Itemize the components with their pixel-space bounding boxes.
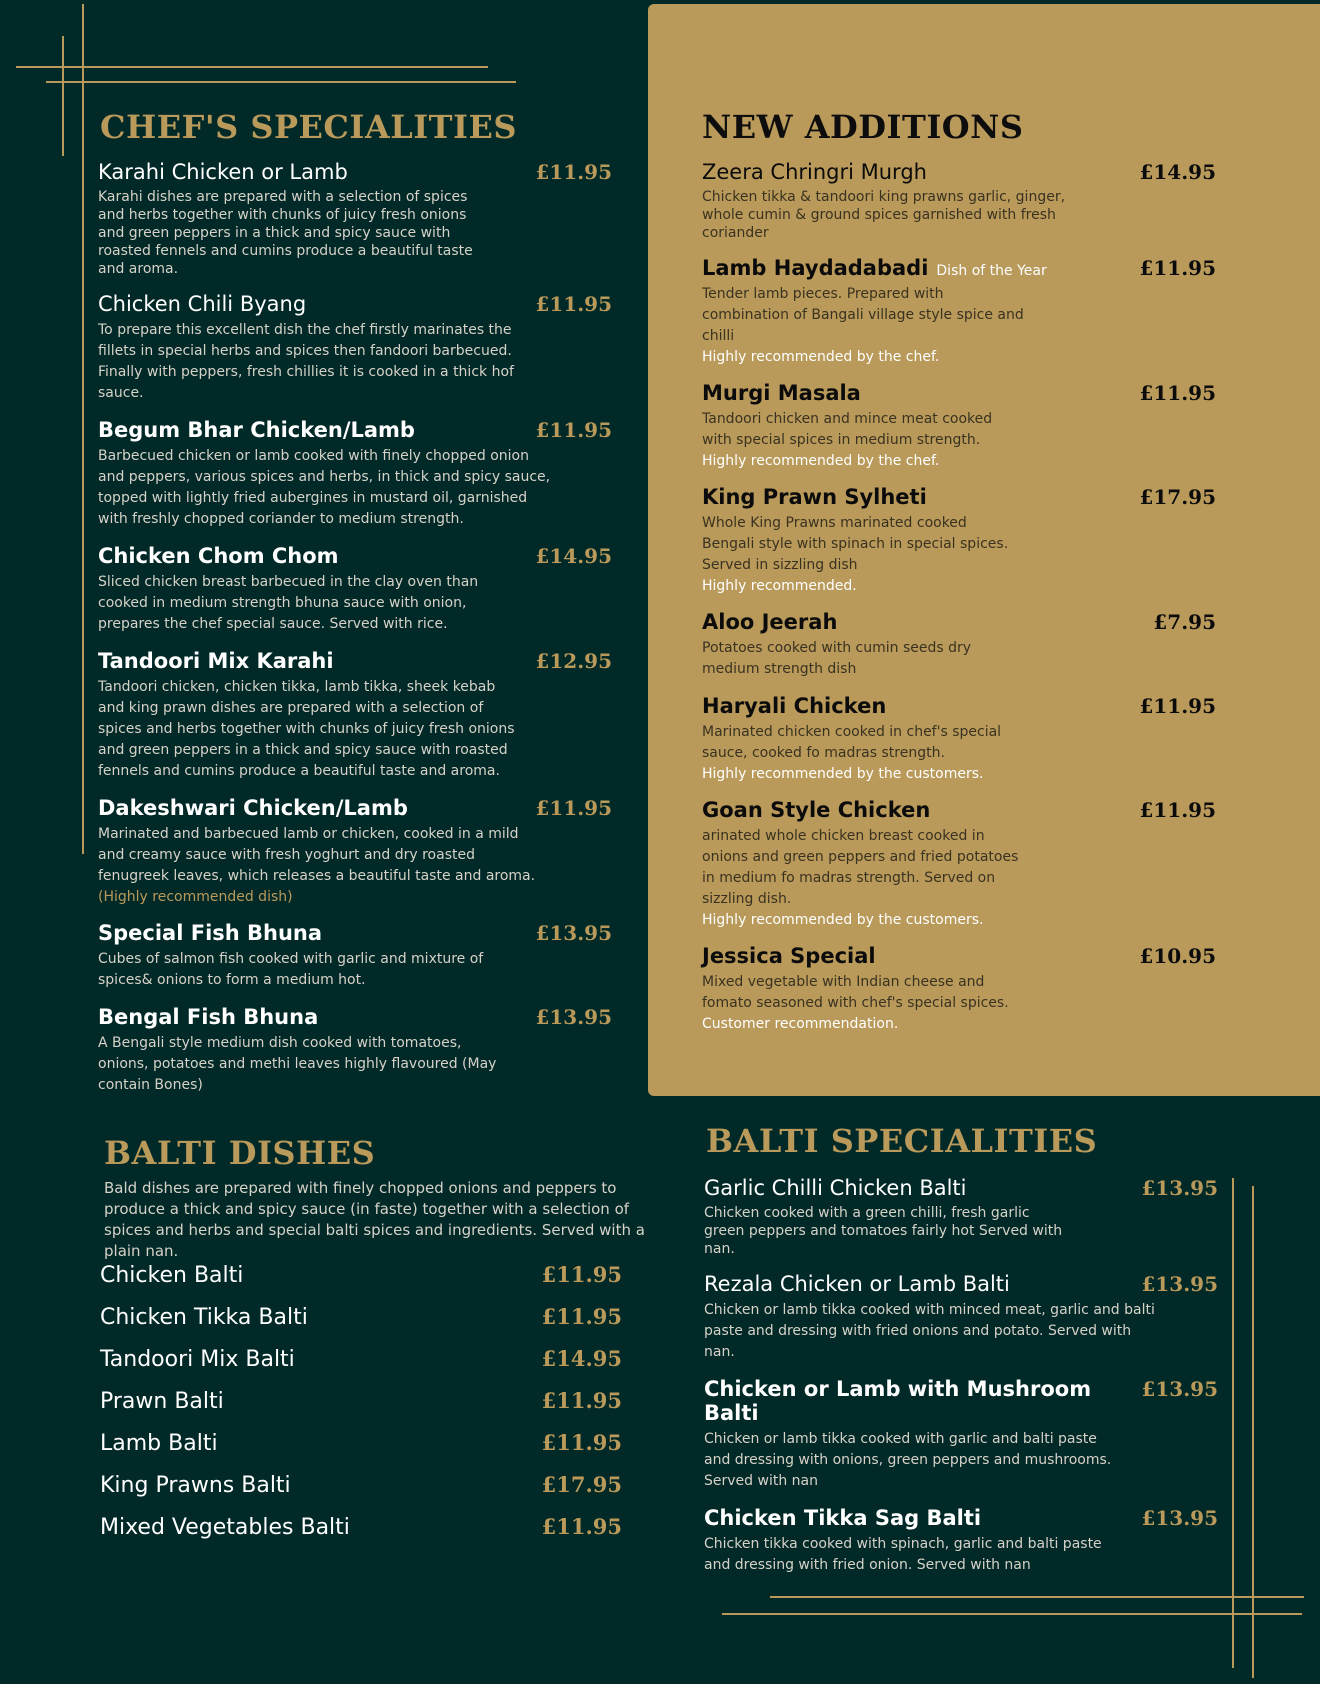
- chefs-specialities-list: [98, 160, 612, 1110]
- list-item: [98, 649, 612, 782]
- item-price: £7.95: [1153, 610, 1216, 634]
- recommendation-note: Customer recommendation.: [702, 1016, 899, 1032]
- item-description: To prepare this excellent dish the chef firstly marinates the fillets in special herbs and spices then fandoori barbecued. Finally with peppers, fresh chillies it is cooked in a thick hof sauce.: [98, 322, 514, 401]
- frame-line: [1232, 1178, 1234, 1668]
- list-item: [98, 160, 612, 278]
- dish-of-year-badge: Dish of the Year: [936, 263, 1047, 279]
- item-price: £17.95: [1139, 485, 1216, 509]
- list-item: [704, 1176, 1218, 1258]
- frame-line: [1252, 1186, 1254, 1678]
- frame-line: [722, 1613, 1302, 1615]
- list-item: [98, 1005, 612, 1096]
- recommendation-note: Highly recommended by the customers.: [702, 766, 984, 782]
- item-description: Tender lamb pieces. Prepared with combination of Bangali village style spice and chilli: [702, 286, 1024, 344]
- item-description: Whole King Prawns marinated cooked Bengali style with spinach in special spices. Served in sizzling dish: [702, 515, 1009, 573]
- item-description: Mixed vegetable with Indian cheese and fomato seasoned with chef's special spices.: [702, 974, 1009, 1011]
- item-name: Prawn Balti: [100, 1389, 224, 1414]
- item-price: £11.95: [535, 418, 612, 442]
- new-additions-title: NEW ADDITIONS: [702, 108, 1024, 146]
- item-name: Zeera Chringri Murgh: [702, 160, 927, 184]
- list-item: [702, 944, 1216, 1034]
- recommendation-note: Highly recommended.: [702, 578, 857, 594]
- item-name: Chicken Balti: [100, 1263, 244, 1288]
- list-item: [100, 1472, 622, 1514]
- list-item: [702, 160, 1216, 242]
- item-name: Jessica Special: [702, 944, 876, 968]
- item-name: Chicken Chili Byang: [98, 292, 307, 316]
- balti-dishes-title: BALTI DISHES: [104, 1134, 376, 1172]
- item-description: Tandoori chicken, chicken tikka, lamb tikka, sheek kebab and king prawn dishes are prepared with a selection of spices and herbs together with chunks of juicy fresh onions and green peppers in a thick and spicy sauce with roasted fennels and cumins produce a beautiful taste and aroma.: [98, 679, 515, 779]
- item-name: [702, 256, 1047, 280]
- item-name: Tandoori Mix Karahi: [98, 649, 334, 673]
- item-price: £11.95: [541, 1514, 622, 1539]
- item-name: Karahi Chicken or Lamb: [98, 160, 348, 184]
- item-price: £13.95: [1141, 1377, 1218, 1401]
- chefs-specialities-title: CHEF'S SPECIALITIES: [100, 108, 517, 146]
- list-item: [98, 796, 612, 907]
- balti-specialities-list: [704, 1176, 1218, 1590]
- balti-specialities-title: BALTI SPECIALITIES: [706, 1122, 1098, 1160]
- list-item: [704, 1377, 1218, 1492]
- list-item: [702, 485, 1216, 596]
- list-item: [100, 1304, 622, 1346]
- item-description: Sliced chicken breast barbecued in the clay oven than cooked in medium strength bhuna sauce with onion, prepares the chef special sauce. Served with rice.: [98, 574, 479, 632]
- item-name: Chicken Tikka Balti: [100, 1305, 308, 1330]
- item-name: Murgi Masala: [702, 381, 861, 405]
- list-item: [98, 292, 612, 404]
- item-name: Aloo Jeerah: [702, 610, 838, 634]
- item-price: £13.95: [1141, 1506, 1218, 1530]
- frame-line: [46, 81, 516, 83]
- frame-line: [82, 4, 84, 854]
- item-price: £11.95: [541, 1430, 622, 1455]
- item-price: £11.95: [541, 1388, 622, 1413]
- item-name: Bengal Fish Bhuna: [98, 1005, 319, 1029]
- item-description: Chicken cooked with a green chilli, fresh garlic green peppers and tomatoes fairly hot Served with nan.: [704, 1205, 1063, 1257]
- item-description: Chicken or lamb tikka cooked with minced meat, garlic and balti paste and dressing with fried onions and potato. Served with nan.: [704, 1302, 1155, 1360]
- item-name: Tandoori Mix Balti: [100, 1347, 295, 1372]
- item-price: £14.95: [541, 1346, 622, 1371]
- item-name: Mixed Vegetables Balti: [100, 1515, 350, 1540]
- list-item: [100, 1388, 622, 1430]
- list-item: [98, 544, 612, 635]
- list-item: [100, 1430, 622, 1472]
- list-item: [704, 1272, 1218, 1363]
- item-description: Chicken tikka cooked with spinach, garlic and balti paste and dressing with fried onion. Served with nan: [704, 1536, 1102, 1573]
- item-price: £13.95: [1141, 1272, 1218, 1296]
- balti-dishes-intro: Bald dishes are prepared with finely chopped onions and peppers to produce a thick and spicy sauce (in faste) together with a selection of spices and herbs and special balti spices and ingredients. Served with a plain nan.: [104, 1179, 645, 1260]
- item-description: Chicken tikka & tandoori king prawns garlic, ginger, whole cumin & ground spices garnished with fresh coriander: [702, 189, 1066, 241]
- item-name-text: Lamb Haydadabadi: [702, 256, 929, 280]
- item-name: Rezala Chicken or Lamb Balti: [704, 1272, 1010, 1296]
- item-description: Marinated and barbecued lamb or chicken, cooked in a mild and creamy sauce with fresh yoghurt and dry roasted fenugreek leaves, which releases a beautiful taste and aroma.: [98, 826, 536, 884]
- item-price: £11.95: [535, 796, 612, 820]
- item-description: Tandoori chicken and mince meat cooked with special spices in medium strength.: [702, 411, 993, 448]
- item-price: £11.95: [541, 1304, 622, 1329]
- list-item: [702, 694, 1216, 784]
- item-name: Goan Style Chicken: [702, 798, 931, 822]
- item-name: Dakeshwari Chicken/Lamb: [98, 796, 408, 820]
- list-item: [100, 1262, 622, 1304]
- new-additions-list: [702, 160, 1216, 1048]
- item-name: Chicken Chom Chom: [98, 544, 339, 568]
- list-item: [98, 921, 612, 991]
- list-item: [702, 798, 1216, 930]
- recommendation-note: Highly recommended by the chef.: [702, 349, 940, 365]
- recommendation-note: (Highly recommended dish): [98, 889, 293, 905]
- item-name: Special Fish Bhuna: [98, 921, 323, 945]
- item-price: £13.95: [1141, 1176, 1218, 1200]
- item-price: £11.95: [1139, 381, 1216, 405]
- item-price: £11.95: [535, 292, 612, 316]
- balti-dishes-list: [100, 1262, 622, 1556]
- item-description: Chicken or lamb tikka cooked with garlic and balti paste and dressing with onions, green peppers and mushrooms. Served with nan: [704, 1431, 1112, 1489]
- item-name: King Prawns Balti: [100, 1473, 291, 1498]
- list-item: [100, 1514, 622, 1556]
- item-description: Potatoes cooked with cumin seeds dry medium strength dish: [702, 640, 972, 677]
- item-price: £11.95: [535, 160, 612, 184]
- item-price: £11.95: [541, 1262, 622, 1287]
- item-price: £12.95: [535, 649, 612, 673]
- frame-line: [770, 1596, 1304, 1598]
- recommendation-note: Highly recommended by the chef.: [702, 453, 940, 469]
- frame-line: [16, 66, 488, 68]
- list-item: [702, 256, 1216, 367]
- item-description: Marinated chicken cooked in chef's special sauce, cooked fo madras strength.: [702, 724, 1002, 761]
- list-item: [704, 1506, 1218, 1576]
- list-item: [702, 381, 1216, 471]
- item-name: Chicken or Lamb with Mushroom Balti: [704, 1377, 1092, 1425]
- item-description: A Bengali style medium dish cooked with tomatoes, onions, potatoes and methi leaves highly flavoured (May contain Bones): [98, 1035, 497, 1093]
- item-name: Garlic Chilli Chicken Balti: [704, 1176, 967, 1200]
- item-price: £10.95: [1139, 944, 1216, 968]
- item-price: £11.95: [1139, 798, 1216, 822]
- list-item: [100, 1346, 622, 1388]
- item-name: Haryali Chicken: [702, 694, 887, 718]
- recommendation-note: Highly recommended by the customers.: [702, 912, 984, 928]
- item-price: £14.95: [1139, 160, 1216, 184]
- item-price: £13.95: [535, 1005, 612, 1029]
- item-price: £13.95: [535, 921, 612, 945]
- item-price: £17.95: [541, 1472, 622, 1497]
- item-name: King Prawn Sylheti: [702, 485, 927, 509]
- item-description: arinated whole chicken breast cooked in onions and green peppers and fried potatoes in medium fo madras strength. Served on sizzling dish.: [702, 828, 1019, 907]
- item-price: £11.95: [1139, 256, 1216, 280]
- list-item: [702, 610, 1216, 680]
- list-item: [98, 418, 612, 530]
- item-price: £14.95: [535, 544, 612, 568]
- item-description: Barbecued chicken or lamb cooked with finely chopped onion and peppers, various spices and herbs, in thick and spicy sauce, topped with lightly fried aubergines in mustard oil, garnished with freshly chopped coriander to medium strength.: [98, 448, 551, 527]
- frame-line: [62, 36, 64, 156]
- item-name: Begum Bhar Chicken/Lamb: [98, 418, 415, 442]
- item-name: Chicken Tikka Sag Balti: [704, 1506, 982, 1530]
- item-price: £11.95: [1139, 694, 1216, 718]
- item-name: Lamb Balti: [100, 1431, 218, 1456]
- item-description: Karahi dishes are prepared with a selection of spices and herbs together with chunks of juicy fresh onions and green peppers in a thick and spicy sauce with roasted fennels and cumins produce a beautiful taste and aroma.: [98, 189, 473, 277]
- item-description: Cubes of salmon fish cooked with garlic and mixture of spices& onions to form a medium hot.: [98, 951, 484, 988]
